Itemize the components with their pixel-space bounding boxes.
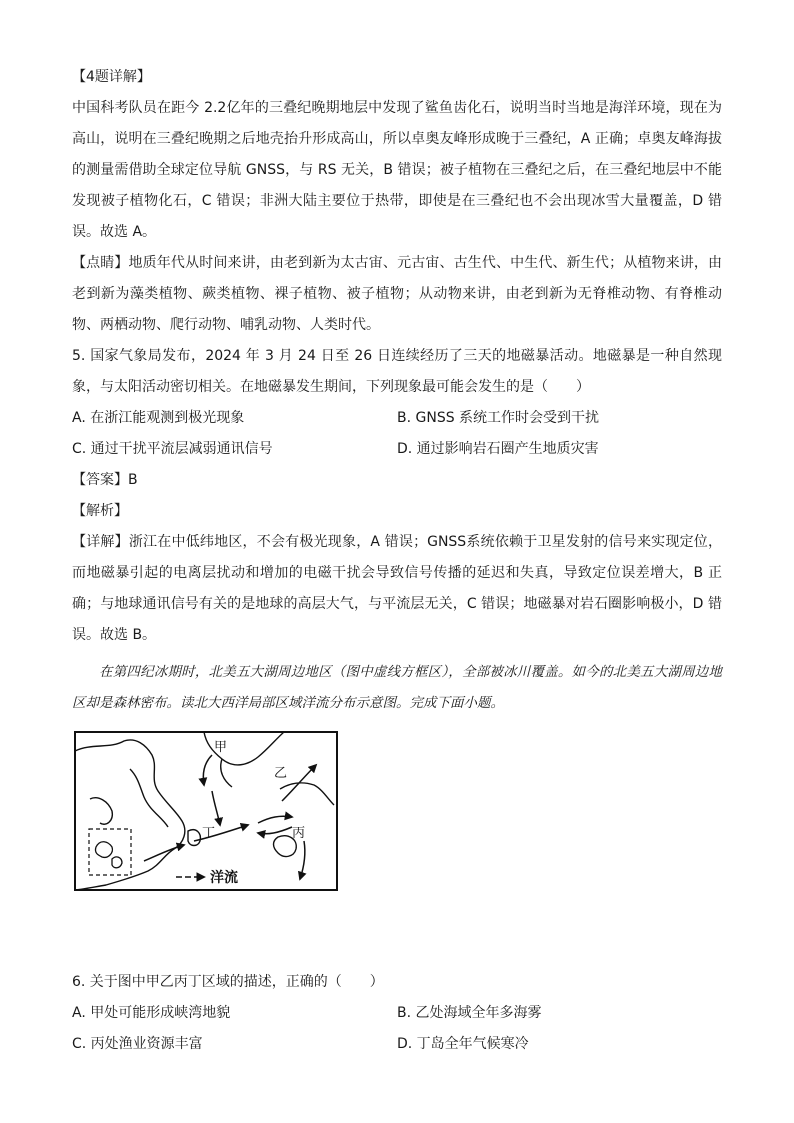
label-jia: 甲 <box>214 740 228 755</box>
q6-options-row-1 <box>72 998 722 1029</box>
reading-material: 在第四纪冰期时，北美五大湖周边地区（图中虚线方框区），全部被冰川覆盖。如今的北美五大湖周边地区却是森林密布。读北大西洋局部区域洋流分布示意图。完成下面小题。 <box>72 664 722 711</box>
q5-detail: 【详解】浙江在中低纬地区，不会有极光现象，A 错误；GNSS系统依赖于卫星发射的信号来实现定位，而地磁暴引起的电离层扰动和增加的电磁干扰会导致信号传播的延迟和失真，导致定位误差增大，B 正确；与地球通讯信号有关的是地球的高层大气，与平流层无关，C 错误；地磁暴对岩石圈影响极小，D 错误。故选 B。 <box>72 534 722 643</box>
label-bing: 丙 <box>292 826 306 841</box>
q5-options-row-1 <box>72 403 722 434</box>
q5-options-row-2 <box>72 434 722 465</box>
page-content <box>72 62 722 1060</box>
q4-heading: 【4题详解】 <box>72 69 151 85</box>
q5-option-b[interactable]: B. GNSS 系统工作时会受到干扰 <box>397 410 600 426</box>
q5-option-a[interactable]: A. 在浙江能观测到极光现象 <box>72 410 245 426</box>
q5-option-c[interactable]: C. 通过干扰平流层减弱通讯信号 <box>72 441 273 457</box>
map-figure <box>72 729 340 961</box>
legend-label: 洋流 <box>210 870 238 886</box>
q5-answer: 【答案】B <box>72 472 138 488</box>
ocean-current-map <box>72 729 340 961</box>
q4-explanation: 中国科考队员在距今 2.2亿年的三叠纪晚期地层中发现了鲨鱼齿化石，说明当时当地是海洋环境，现在为高山，说明在三叠纪晚期之后地壳抬升形成高山，所以卓奥友峰形成晚于三叠纪，A 正确；卓奥友峰海拔的测量需借助全球定位导航 GNSS，与 RS 无关，B 错误；被子植物在三叠纪之后，在三叠纪地层中不能发现被子植物化石，C 错误；非洲大陆主要位于热带，即使是在三叠纪也不会出现冰雪大量覆盖，D 错误。故选 A。 <box>72 100 722 240</box>
q6-option-d[interactable]: D. 丁岛全年气候寒冷 <box>397 1036 529 1052</box>
q4-key-point: 【点睛】地质年代从时间来讲，由老到新为太古宙、元古宙、古生代、中生代、新生代；从植物来讲，由老到新为藻类植物、蕨类植物、裸子植物、被子植物；从动物来讲，由老到新为无脊椎动物、有脊椎动物、两栖动物、爬行动物、哺乳动物、人类时代。 <box>72 255 722 333</box>
label-yi: 乙 <box>274 766 288 781</box>
q6-options-row-2 <box>72 1029 722 1060</box>
q5-stem: 5. 国家气象局发布，2024 年 3 月 24 日至 26 日连续经历了三天的地磁暴活动。地磁暴是一种自然现象，与太阳活动密切相关。在地磁暴发生期间，下列现象最可能会发生的是（ ） <box>72 348 722 395</box>
q6-option-b[interactable]: B. 乙处海域全年多海雾 <box>397 1005 542 1021</box>
q6-option-a[interactable]: A. 甲处可能形成峡湾地貌 <box>72 1005 231 1021</box>
q6-option-c[interactable]: C. 丙处渔业资源丰富 <box>72 1036 203 1052</box>
q5-option-d[interactable]: D. 通过影响岩石圈产生地质灾害 <box>397 441 599 457</box>
q5-analysis-heading: 【解析】 <box>72 503 128 519</box>
label-ding: 丁 <box>202 826 216 841</box>
map-frame <box>75 732 337 890</box>
q6-stem: 6. 关于图中甲乙丙丁区域的描述，正确的（ ） <box>72 974 384 990</box>
